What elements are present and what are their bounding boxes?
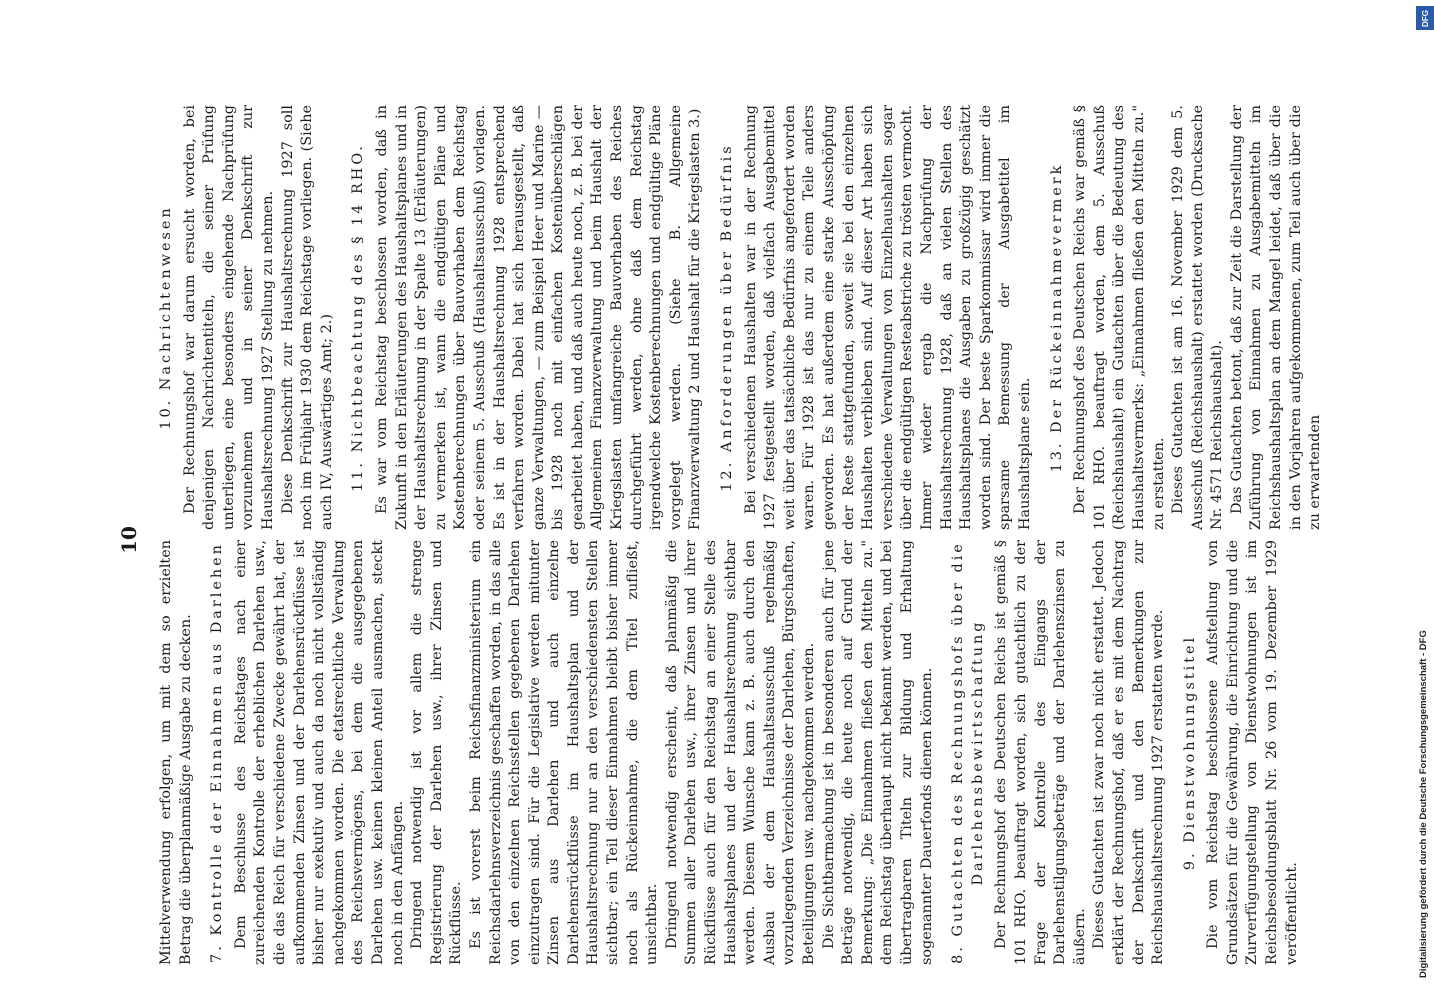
dfg-logo: [1416, 6, 1434, 30]
dfg-logo-text: DFG: [1420, 9, 1430, 27]
paragraph: Dringend notwendig erscheint, daß planmäßig die Summen aller Darlehen usw., ihrer Zinsen und ihrer Rückflüsse auch für den Reichstag an einer Stelle des Haushaltsplanes und der Haushaltsrechnung sichtbar werden. Diesem Wunsche kann z. B. auch durch den Ausbau der dem Haushaltsausschuß regelmäßig vorzulegenden Verzeichnisse der Darlehen, Bürgschaften, Beteiligungen usw. nachgekommen werden.: [663, 540, 817, 965]
paragraph: Bei verschiedenen Haushalten war in der Rechnung 1927 festgestellt worden, daß vielfach Ausgabemittel weit über das tatsächliche Bedürfnis angefordert worden waren. Für 1928 ist das nur zu einem Teile anders geworden. Es hat außerdem eine starke Ausschöpfung der Reste stattgefunden, soweit sie bei den einzelnen Haushalten verblieben sind. Auf dieser Art haben sich verschiedene Verwaltungen von Einzelhaushalten sogar über die endgültigen Resteabstriche zu trösten vermocht. Immer wieder ergab die Nachprüfung der Haushaltsrechnung 1928, daß an vielen Stellen des Haushaltsplanes die Ausgaben zu großzügig geschätzt worden sind. Der beste Sparkommissar wird immer die sparsame Bemessung der Ausgabetitel im Haushaltsplane sein.: [742, 105, 1033, 530]
section-heading-7: 7. Kontrolle der Einnahmen aus Darlehen: [209, 542, 226, 963]
paragraph: Mittelverwendung erfolgen, um mit dem so erzielten Betrag die überplanmäßige Ausgabe zu decken.: [158, 540, 194, 965]
left-column: [157, 540, 1302, 965]
paragraph: Dem Beschlusse des Reichstages nach einer zureichenden Kontrolle der erheblichen Darlehen usw., die das Reich für verschiedene Zwecke gewährt hat, der aufkommenden Zinsen und der Darlehensrückflüsse ist bisher nur exekutiv und auch da noch nicht vollständig nachgekommen worden. Die etatsrechtliche Verwaltung des Reichsvermögens, bei dem die ausgegebenen Darlehen usw. keinen kleinen Anteil ausmachen, steckt noch in den Anfängen.: [232, 540, 406, 965]
paragraph: Die Sichtbarmachung ist in besonderen auch für jene Beträge notwendig, die heute noch auf Grund der Bemerkung: „Die Einnahmen fließen den Mitteln zu." dem Reichstag überhaupt nicht bekannt werden, und bei übertragbaren Titeln zur Bildung und Erhaltung sogenannter Dauerfonds dienen können.: [820, 540, 935, 965]
section-heading-12: 12. Anforderungen über Bedürfnis: [719, 143, 736, 492]
digitization-credit: [1418, 8, 1434, 992]
paragraph: Dieses Gutachten ist zwar noch nicht erstattet. Jedoch erklärt der Rechnungshof, daß er es mit dem Nachtrag der Denkschrift und den Bemerkungen zur Reichshaushaltsrechnung 1927 erstatten werde.: [1091, 540, 1167, 965]
paragraph: Es ist vorerst beim Reichsfinanzministerium ein Reichsdarlehnsverzeichnis geschaffen worden, in das alle von den einzelnen Reichsstellen gegebenen Darlehen einzutragen sind. Für die Legislative werden mitunter Zinsen aus Darlehen und auch einzelne Darlehensrückflüsse im Haushaltsplan und der Haushaltsrechnung nur an den verschiedensten Stellen sichtbar; ein Teil dieser Einnahmen bleibt bisher immer noch als Rückeinnahme, die dem Titel zufließt, unsichtbar.: [467, 540, 661, 965]
rotated-page: [117, 95, 1324, 985]
paragraph: Der Rechnungshof war darum ersucht worden, bei denjenigen Nachrichtentiteln, die seiner Prüfung unterliegen, eine besonders eingehende Nachprüfung vorzunehmen und in seiner Denkschrift zur Haushaltsrechnung 1927 Stellung zu nehmen.: [181, 105, 276, 530]
right-column: [157, 105, 1326, 530]
paragraph: Es war vom Reichstag beschlossen worden, daß in Zukunft in den Erläuterungen des Haushaltsplanes und in der Haushaltsrechnung in der Spalte 13 (Erläuterungen) zu vermerken ist, wann die endgültigen Pläne und Kostenberechnungen über Bauvorhaben dem Reichstag oder seinem 5. Ausschuß (Haushaltsausschuß) vorlagen. Es ist in der Haushaltsrechnung 1928 entsprechend verfahren worden. Dabei hat sich herausgestellt, daß ganze Verwaltungen, — zum Beispiel Heer und Marine — bis 1928 noch mit einfachen Kostenüberschlägen gearbeitet haben, und daß auch heute noch, z. B. bei der Allgemeinen Finanzverwaltung und beim Haushalt der Kriegslasten umfangreiche Bauvorhaben des Reiches durchgeführt werden, ohne daß dem Reichstag irgendwelche Kostenberechnungen und endgültige Pläne vorgelegt werden. (Siehe B. Allgemeine Finanzverwaltung 2 und Haushalt für die Kriegslasten 3.): [373, 105, 704, 530]
paragraph: Der Rechnungshof des Deutschen Reichs war gemäß § 101 RHO. beauftragt worden, dem 5. Ausschuß (Reichshaushalt) ein Gutachten über die Bedeutung des Haushaltsvermerks: „Einnahmen fließen den Mitteln zu." zu erstatten.: [1072, 105, 1167, 530]
paragraph: Das Gutachten betont, daß zur Zeit die Darstellung der Zuführung von Einnahmen zu Ausgabemitteln im Reichshaushaltsplan an dem Mangel leidet, daß über die in den Vorjahren aufgekommenen, zum Teil auch über die zu erwartenden: [1228, 105, 1324, 530]
paragraph: Der Rechnungshof des Deutschen Reichs ist gemäß § 101 RHO. beauftragt worden, sich gutachtlich zu der Frage der Kontrolle des Eingangs der Darlehenstilgungsbeträge und der Darlehenszinsen zu äußern.: [993, 540, 1088, 965]
paragraph: Die vom Reichstag beschlossene Aufstellung von Grundsätzen für die Gewährung, die Einrichtung und die Zurverfügungstellung von Dienstwohnungen ist im Reichsbesoldungsblatt Nr. 26 vom 19. Dezember 1929 veröffentlicht.: [1205, 540, 1300, 965]
section-heading-11: 11. Nichtbeachtung des § 14 RHO.: [350, 143, 367, 492]
page-number: 10: [117, 526, 141, 554]
credit-text: Digitalisierung gefördert durch die Deutsche Forschungsgemeinschaft - DFG: [1418, 630, 1429, 978]
paragraph: Dieses Gutachten ist am 16. November 1929 dem 5. Ausschuß (Reichshaushalt) erstattet worden (Drucksache Nr. 4571 Reichshaushalt).: [1170, 105, 1226, 530]
section-heading-10: 10. Nachrichtenwesen: [158, 205, 174, 430]
section-heading-8: 8. Gutachten des Rechnungshofs über die Darlehensbewirtschaftung: [950, 541, 986, 964]
section-heading-9: 9. Dienstwohnungstitel: [1181, 634, 1198, 871]
section-heading-13: 13. Der Rückeinnahmevermerk: [1048, 162, 1065, 473]
paragraph: Dringend notwendig ist vor allem die strenge Registrierung der Darlehen usw., ihrer Zinsen und Rückflüsse.: [409, 540, 465, 965]
paragraph: Diese Denkschrift zur Haushaltsrechnung 1927 soll noch im Frühjahr 1930 dem Reichstage vorliegen. (Siehe auch IV, Auswärtiges Amt; 2.): [279, 105, 335, 530]
